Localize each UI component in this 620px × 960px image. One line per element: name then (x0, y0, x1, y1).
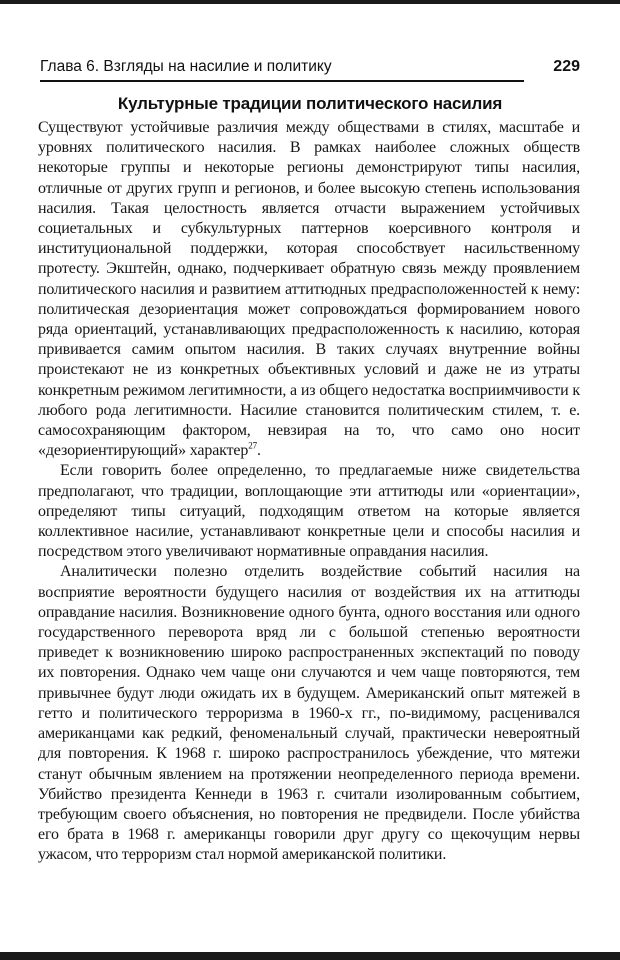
paragraph-1 (38, 118, 580, 461)
page-bottom-edge (0, 952, 620, 960)
paragraph-3: Аналитически полезно отделить воздействие событий насилия на восприятие вероятности будущего насилия от воздействия их на аттитюды оправдание насилия. Возникновение одного бунта, одного восстания или одного государственного переворота вряд ли с большой степенью вероятности приведет к возникновению широко распространенных экспектаций по поводу их повторения. Однако чем чаще они случаются и чем чаще повторяются, тем привычнее будут люди ожидать их в будущем. Американский опыт мятежей в гетто и политического терроризма в 1960-х гг., по-видимому, расценивался американцами как редкий, феноменальный случай, практически невероятный для повторения. К 1968 г. широко распространилось убеждение, что мятежи станут обычным явлением на протяжении неопределенного периода времени. Убийство президента Кеннеди в 1963 г. считали изолированным событием, требующим своего объяснения, но повторения не предвидели. После убийства его брата в 1968 г. американцы говорили друг другу со щекочущим нервы ужасом, что терроризм стал нормой американской политики. (38, 563, 580, 864)
paragraph-2: Если говорить более определенно, то предлагаемые ниже свидетельства предполагают, что традиции, воплощающие эти аттитюды или «ориентации», определяют типы ситуаций, подходящим ответом на которые является коллективное насилие, устанавливают конкретные цели и способы насилия и посредством этого увеличивают нормативные оправдания насилия. (38, 462, 580, 561)
paragraph-1-text: Существуют устойчивые различия между обществами в стилях, масштабе и уровнях политического насилия. В рамках наиболее сложных обществ некоторые группы и некоторые регионы демонстрируют типы насилия, отличные от других групп и регионов, и более высокую степень использования насилия. Такая целостность является отчасти выражением устойчивых социетальных и субкультурных паттернов коерсивного контроля и институциональной поддержки, которая способствует насильственному протесту. Экштейн, однако, подчеркивает обратную связь между проявлением политического насилия и развитием аттитюдных предрасположенностей к нему: политическая дезориентация может сопровождаться формированием нового ряда ориентаций, устанавливающих предрасположенность к насилию, которая прививается самим опытом насилия. В таких случаях внутренние войны проистекают не из конкретных объективных условий и даже не из утраты конкретным режимом легитимности, а из общего недостатка восприимчивости к любого рода легитимности. Насилие становится политическим стилем, т. е. самосохраняющим фактором, невзирая на то, что само оно носит «дезориентирующий» характер (38, 119, 580, 460)
running-header (40, 58, 580, 84)
footnote-ref: 27 (248, 440, 257, 451)
page-top-edge (0, 0, 620, 4)
paragraph-1-end: . (256, 442, 261, 460)
page-number: 229 (553, 58, 580, 75)
body-text (38, 118, 580, 866)
header-rule (40, 80, 524, 82)
chapter-title: Глава 6. Взгляды на насилие и политику (40, 58, 332, 75)
section-title: Культурные традиции политического насилия (117, 94, 503, 113)
